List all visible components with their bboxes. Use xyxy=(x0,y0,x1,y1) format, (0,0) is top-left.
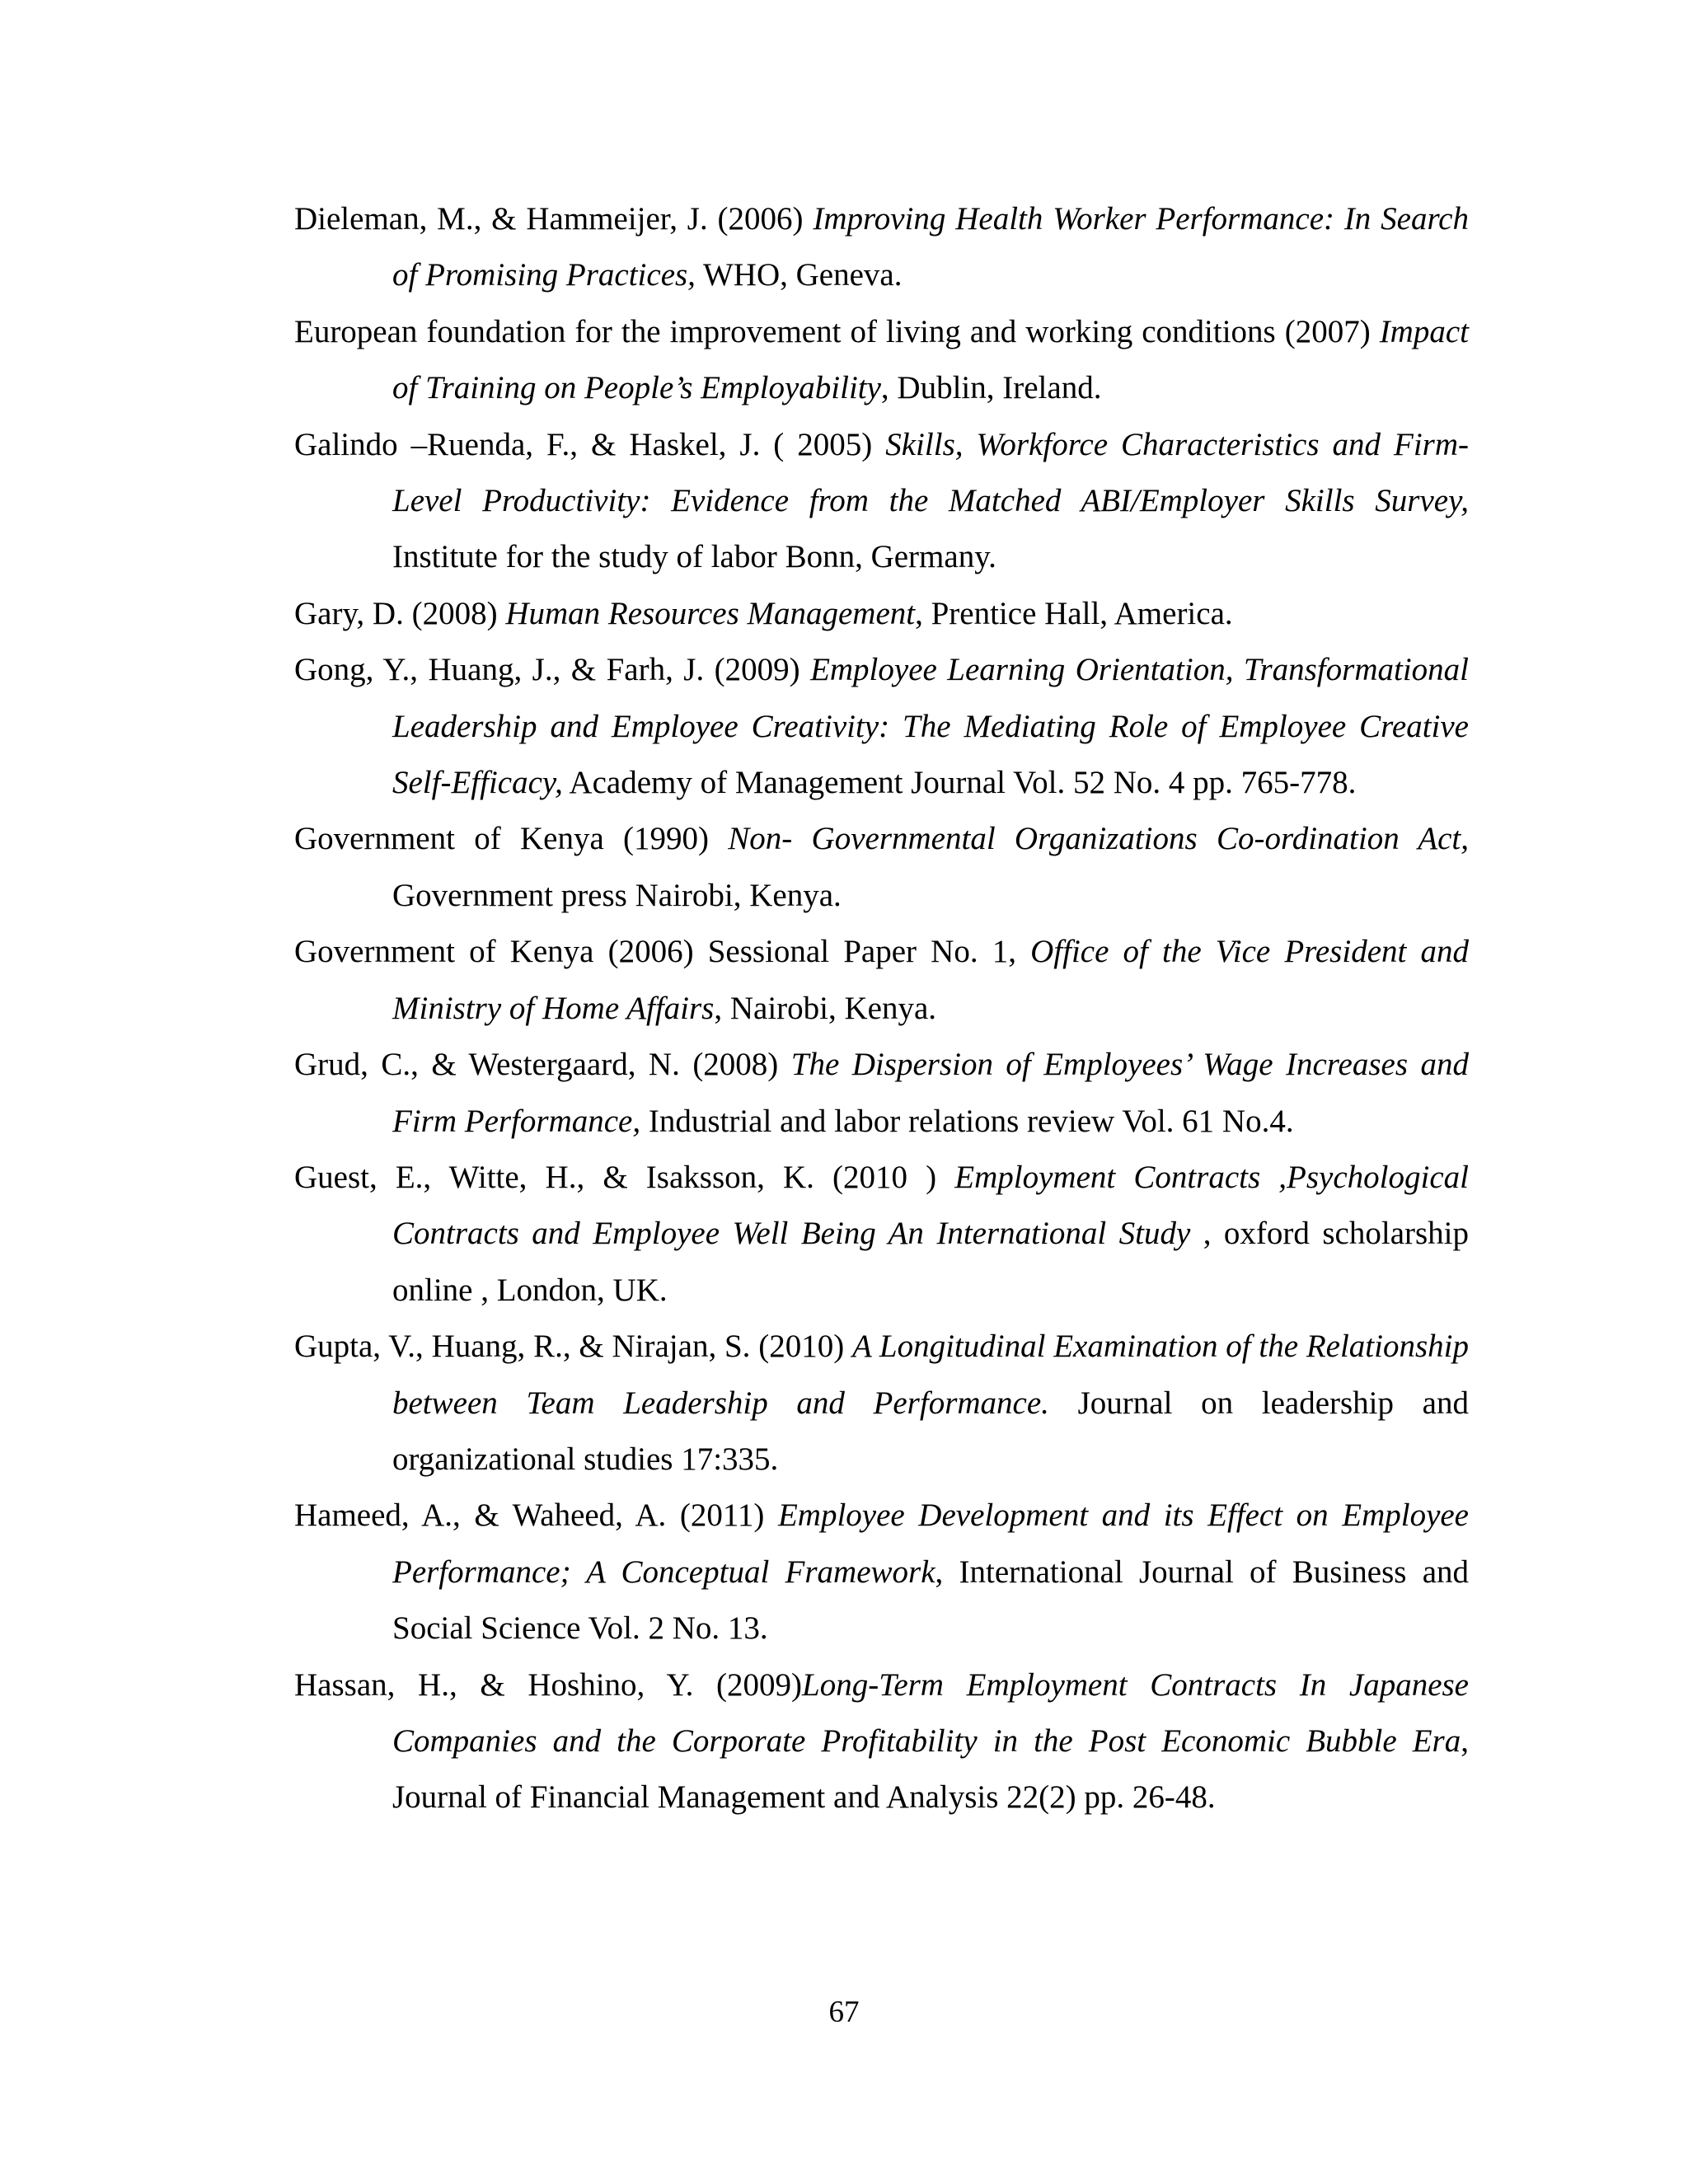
reference-authors: Gupta, V., Huang, R., & Nirajan, S. (2010) xyxy=(294,1329,852,1365)
reference-authors: Hassan, H., & Hoshino, Y. (2009) xyxy=(294,1666,803,1703)
reference-title: Non- Governmental Organizations Co-ordination Act, xyxy=(728,821,1469,857)
reference-title: Impact of Training on People’s Employability xyxy=(392,313,1469,406)
reference-source: WHO, Geneva. xyxy=(695,257,903,293)
reference-source: Institute for the study of labor Bonn, Germany. xyxy=(392,539,996,575)
reference-title: The Dispersion of Employees’ Wage Increases and Firm Performance, xyxy=(392,1047,1469,1139)
reference-entry xyxy=(294,1037,1469,1150)
reference-title: Long-Term Employment Contracts In Japanese Companies and the Corporate Profitability in the Post Economic Bubble Era xyxy=(392,1666,1469,1759)
reference-authors: Government of Kenya (1990) xyxy=(294,821,729,857)
reference-entry xyxy=(294,191,1469,304)
reference-entry xyxy=(294,417,1469,586)
reference-source: , Dublin, Ireland. xyxy=(880,370,1102,406)
reference-entry xyxy=(294,1657,1469,1826)
reference-entry xyxy=(294,811,1469,924)
reference-title: Employee Development and its Effect on Employee Performance; A Conceptual Framework xyxy=(392,1497,1469,1590)
reference-authors: Guest, E., Witte, H., & Isaksson, K. (2010 ) xyxy=(294,1159,955,1195)
reference-entry xyxy=(294,1150,1469,1319)
reference-entry xyxy=(294,924,1469,1037)
reference-title: Skills, Workforce Characteristics and Firm-Level Productivity: Evidence from the Matched ABI/Employer Skills Survey, xyxy=(392,426,1469,519)
reference-title: Human Resources Management xyxy=(505,595,916,631)
reference-entry xyxy=(294,586,1469,642)
reference-list xyxy=(294,191,1469,1826)
reference-source: Journal on leadership and organizational studies 17:335. xyxy=(392,1385,1469,1477)
reference-source: Government press Nairobi, Kenya. xyxy=(392,877,842,913)
reference-source: Industrial and labor relations review Vol. 61 No.4. xyxy=(640,1103,1294,1139)
reference-authors: European foundation for the improvement of living and working conditions (2007) xyxy=(294,313,1380,349)
reference-entry xyxy=(294,304,1469,417)
reference-authors: Government of Kenya (2006) Sessional Paper No. 1, xyxy=(294,934,1031,970)
reference-source: Academy of Management Journal Vol. 52 No. 4 pp. 765-778. xyxy=(562,765,1357,801)
reference-source: , Journal of Financial Management and Analysis 22(2) pp. 26-48. xyxy=(392,1722,1469,1816)
reference-source: , oxford scholarship online , London, UK. xyxy=(392,1216,1470,1308)
page-number: 67 xyxy=(828,1995,860,2029)
reference-authors: Galindo –Ruenda, F., & Haskel, J. ( 2005) xyxy=(294,426,886,462)
reference-title: Office of the Vice President and Ministry of Home Affairs xyxy=(392,934,1469,1026)
reference-title: Improving Health Worker Performance: In Search of Promising Practices, xyxy=(392,201,1469,293)
reference-entry xyxy=(294,642,1469,811)
reference-source: , Prentice Hall, America. xyxy=(915,595,1233,631)
reference-title: A Longitudinal Examination of the Relationship between Team Leadership and Performance. xyxy=(392,1329,1469,1421)
reference-authors: Gong, Y., Huang, J., & Farh, J. (2009) xyxy=(294,652,811,688)
reference-entry xyxy=(294,1488,1469,1657)
reference-authors: Dieleman, M., & Hammeijer, J. (2006) xyxy=(294,201,814,237)
reference-authors: Grud, C., & Westergaard, N. (2008) xyxy=(294,1047,791,1083)
reference-title: Employee Learning Orientation, Transformational Leadership and Employee Creativity: The Mediating Role of Employee Creative Self-Efficacy, xyxy=(392,652,1469,801)
reference-entry xyxy=(294,1319,1469,1488)
reference-authors: Hameed, A., & Waheed, A. (2011) xyxy=(294,1497,778,1534)
reference-authors: Gary, D. (2008) xyxy=(294,595,506,631)
reference-source: , Nairobi, Kenya. xyxy=(714,990,937,1026)
reference-source: , International Journal of Business and Social Science Vol. 2 No. 13. xyxy=(392,1554,1470,1647)
reference-title: Employment Contracts ,Psychological Contracts and Employee Well Being An International Study xyxy=(392,1159,1469,1252)
